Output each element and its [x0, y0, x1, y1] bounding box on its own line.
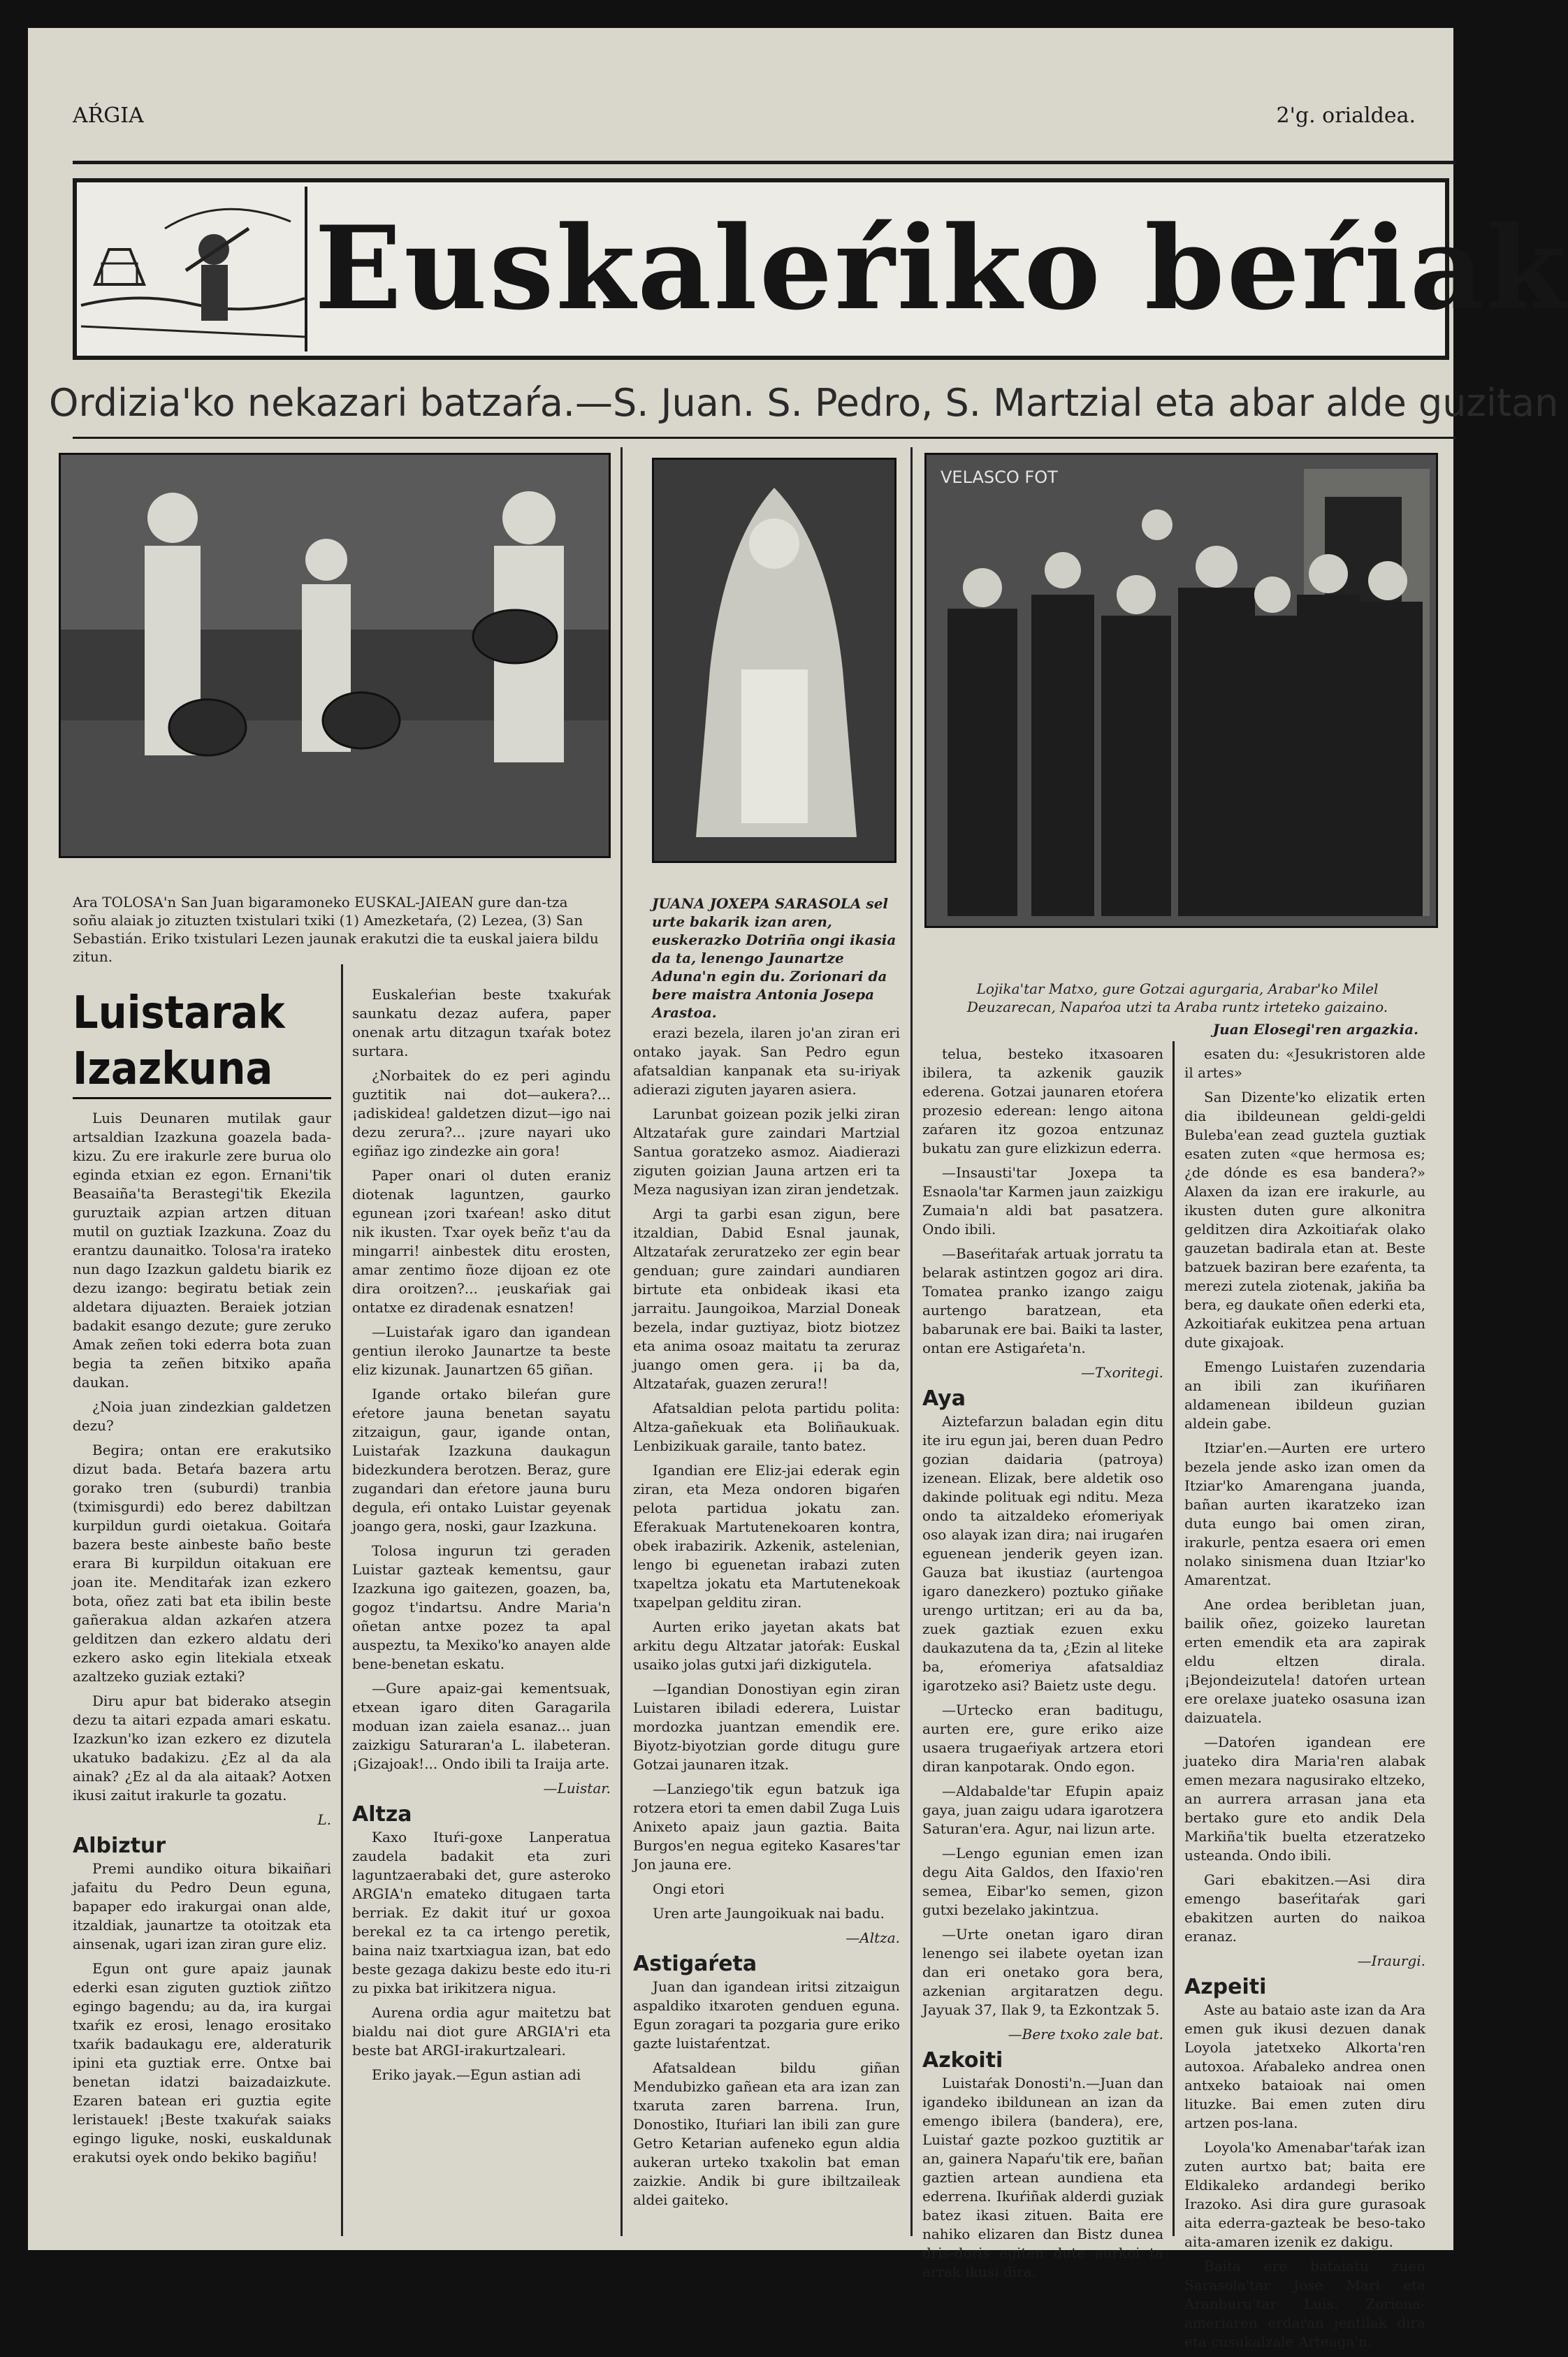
caption-right-credit: Juan Elosegi'ren argazkia. — [1212, 1021, 1418, 1038]
column-rule — [620, 447, 623, 2236]
paragraph: Euskaleŕian beste txakuŕak saunkatu dezaz aufera, paper onenak artu ditzagun txaŕak botez surtara. — [352, 986, 611, 1059]
section-title-altza: Altza — [352, 1802, 412, 1827]
signature: —Luistar. — [543, 1780, 611, 1797]
paragraph: Diru apur bat biderako atsegin dezu ta aitari ezpada amari eskatu. Izazkun'ko izan ezkero ez dizutela ukatuko badakizu. ¿Ez al da ala ainak? ¿Ez al da ala aitaak? Aotxen ikusi zaitut irakurle ta gozatu. — [73, 1692, 331, 1804]
signature: —Txoritegi. — [1080, 1364, 1163, 1381]
header-rule — [73, 161, 1456, 164]
section-title-astigarreta: Astigaŕeta — [633, 1952, 757, 1976]
paragraph: Aiztefarzun baladan egin ditu ite iru egun jai, beren duan Pedro gozian daidaria (patroya) izenean. Elizak, bere aldetik oso dakinde polituak egi nditu. Meza ondo ta aitzaldeko eŕomeriyak oso alayak izan dira; nai irugaŕen eguenean jenderik geyen izan. Gauza bat ikustiaz (aurtengoa igaro danezkero) poztuko giñake urengo urtitzan; eri au da ba, zuek gaztiak ezuen exku daukazutena da ta, ¿Ezin al liteke ba, eŕomeriya afatsaldiaz igarotzeko asi? Baietz uste degu. — [922, 1413, 1163, 1694]
masthead-vignette-image — [81, 187, 305, 351]
paragraph: erazi bezela, ilaren jo'an ziran eri ontako jayak. San Pedro egun afatsaldian kanpanak eta su-iriyak adierazi ziguten jayaren asiera. — [633, 1024, 900, 1098]
paragraph: Egun ont gure apaiz jaunak ederki esan ziguten guztiok ziñtzo egingo bagendu; au da, ira kurgai txaŕik ez erosi, lenago erositako txaŕik badaukagu ere, alderaturik ipini eta guztiak erre. Ontxe bai benetan idatzi baizadaizkute. Ezaren batean eri guztia egite leristauek! ¡Beste txakuŕak saiaks egingo liguke, noski, euskaldunak erakutsi oyek ondo bekiko bagiñu! — [73, 1960, 331, 2166]
paragraph: Ane ordea beribletan juan, bailik oñez, goizeko lauretan erten emendik eta ara zapirak eldu eltzen dirala. ¡Bejondeizutela! datoŕen urtean ere orelaxe juateko osasuna izan daizuatela. — [1184, 1596, 1425, 1726]
section-title-albiztur: Albiztur — [73, 1834, 166, 1858]
caption-right: Lojika'tar Matxo, gure Gotzai agurgaria, Arabar'ko Milel Deuzarecan, Napaŕoa utzi ta Araba runtz irteteko gaizaino. — [966, 980, 1388, 1015]
paragraph: —Lanziego'tik egun batzuk iga rotzera etori ta emen dabil Zuga Luis Anixeto apaiz jaun gaztia. Baita Burgos'en negua egiteko Kasares'tar Jon jauna ere. — [633, 1781, 900, 1873]
page-header-right: 2'g. orialdea. — [1276, 103, 1416, 128]
photo-txistulari-boys — [59, 453, 611, 858]
paragraph: esaten du: «Jesukristoren alde il artes» — [1184, 1045, 1425, 1081]
paragraph: Luistaŕak Donosti'n.—Juan dan igandeko ibildunean an izan da emengo ibilera (bandera), ere, Luistaŕ gazte pozkoo guztitik ar an, gainera Napaŕu'tik ere, bañan gaztien artean aundiena eta ederrena. Ikuŕiñak alderdi guziak batez ikasi zituen. Baita ere nahiko elizaren dan Bistz dunea dris-doris egiten dute aurkoi ta arrak ikusi dira. — [922, 2075, 1163, 2280]
paragraph: Igandian ere Eliz-jai ederak egin ziran, eta Meza ondoren bigaŕen pelota partidua jokatu zan. Eferakuak Martutenekoaren kontra, obek irabazirik. Azkenik, astelenian, lengo bi eguenetan irabazi zuten txapeltza jokatu eta Martutenekoak txapelpan gelditu ziran. — [633, 1462, 900, 1611]
paragraph: Igande ortako bileŕan gure eŕetore jauna benetan sayatu zitzaigun, gaur, igande ontan, Luistaŕak Izazkuna daukagun bidezkundera berotzen. Beraz, gure zugandari dan eŕetore jauna buru degula, eŕi ontako Luistar geyenak joango gera, noski, gaur Izazkuna. — [352, 1386, 611, 1535]
paragraph: Paper onari ol duten eraniz diotenak laguntzen, gaurko egunean ¡zori txaŕean! asko ditut nik ikusten. Txar oyek beñz t'au da mingarri! ainbestek ditu erosten, amar zentimo ñoze dijoan ez ote dira oroitzen?... ¡euskaŕiak gai ontatxe ez diradenak esnatzen! — [352, 1167, 611, 1316]
paragraph: Premi aundiko oitura bikaiñari jafaitu du Pedro Deun eguna, bapaper edo irakurgai onan alde, itzaldiak, jaunartze ta otoitzak eta ainsenak, ugari izan ziran gure eliz. — [73, 1860, 331, 1952]
paragraph: —Urtecko eran baditugu, aurten ere, gure eriko aize usaera trugaeŕiyak artzera etori diran kanpotarak. Ondo egon. — [922, 1702, 1163, 1775]
paragraph: ¿Norbaitek do ez peri agindu guztitik nai dot—aukera?... ¡adiskidea! galdetzen dizut—igo nai dezu zerura?... ¡zure nayari uko egiñaz igo zindezke ain gora! — [352, 1067, 611, 1159]
column-4 — [922, 1045, 1163, 2287]
paragraph: —Baseŕitaŕak artuak jorratu ta belarak astintzen gogoz ari dira. Tomatea pranko izango zaigu aurtengo baratzean, eta babarunak ere bai. Baiki ta laster, ontan ere Astigaŕeta'n. — [922, 1245, 1163, 1356]
paragraph: Uren arte Jaungoikuak nai badu. — [653, 1905, 885, 1922]
newspaper-page — [28, 28, 1568, 2350]
photo-first-communion-girl — [652, 458, 896, 863]
paragraph: Baita ere bataiatu zuen Sarasola'tar Jose Mari eta Aranburu'tar Luis. Zoriona-ameriaren erdaŕan jentilak dira eta cusukalzale Arteaga'n. — [1184, 2258, 1425, 2350]
column-5 — [1184, 1045, 1425, 2357]
masthead — [73, 178, 1568, 360]
paragraph: —Lengo egunian emen izan degu Aita Galdos, den Ifaxio'ren semea, Eibar'ko semen, gizon gutxi bezelako jakintzua. — [922, 1845, 1163, 1918]
paragraph: Larunbat goizean pozik jelki ziran Altzataŕak gure zaindari Martzial Santua goratzeko asmoz. Aiadierazi ziguten goizian Jauna artzen eri ta Meza nagusiyan izan ziran jendetzak. — [633, 1105, 900, 1198]
paragraph: —Datoŕen igandean ere juateko dira Maria'ren alabak emen mezara nagusirako eltzeko, an aurrera arrasan jana eta bertako gure eto andik Dela Markiña'tik buelta etzeratzeko usteanda. Ondo ibili. — [1184, 1734, 1425, 1864]
paragraph: Loyola'ko Amenabar'taŕak izan zuten aurtxo bat; baita ere Eldikaleko ardandegi beriko Irazoko. Asi dira gure gurasoak aita ederra-gazteak be beso-tako aita-amaren izenik ez dakigu. — [1184, 2139, 1425, 2250]
masthead-vignette-illustration — [81, 187, 307, 351]
column-rule — [1173, 1041, 1175, 2236]
paragraph: Argi ta garbi esan zigun, bere itzaldian, Dabid Esnal jaunak, Altzataŕak zeruratzeko zer egin bear genduan; gure zaindari aundiaren birtute eta onbideak ikasi eta jarraitu. Jaungoikoa, Marzial Doneak bezela, indar guztiyaz, biotz biotzez eta anima osoaz maitatu ta zeruraz juango omen gera. ¡¡ ba da, Altzataŕak, guazen zerura!! — [633, 1205, 900, 1392]
paragraph: Itziar'en.—Aurten ere urtero bezela jende asko izan omen da Itziar'ko Amarengana juanda, bañan aurten ikaratzeko izan duta eungo bai omen ziran, irakurle, pentza esaera ori emen nolako sinismena duan Itziar'ko Amarentzat. — [1184, 1439, 1425, 1588]
column-3 — [633, 1024, 900, 2215]
signature: Eriko jayak.—Egun astian adi — [372, 2066, 581, 2083]
paragraph: ¿Noia juan zindezkian galdetzen dezu? — [73, 1398, 331, 1434]
column-1 — [73, 985, 331, 2173]
paragraph: Begira; ontan ere erakutsiko dizut bada. Betaŕa bazera artu gorako tren (suburdi) tranbia (tximisgurdi) edo berez dabiltzan kurpildun gurdi oietakua. Goitaŕa bazera beste ainbeste baño beste erara Bi kurpildun oitakuan ere joan ite. Menditaŕak izan ezkero bota, oñez zati bat eta ibilin beste gañerakua aldan azkaŕen atzera gelditzen dan ezkero aldatu deri ezkero asko egin litekiala etxeak azaltzeko guziak eztaki? — [73, 1442, 331, 1685]
paragraph: Gari ebakitzen.—Asi dira emengo baseŕitaŕak gari ebakitzen aurten do naikoa eranaz. — [1184, 1871, 1425, 1945]
paragraph: —Urte onetan igaro diran lenengo sei ilabete oyetan izan dan eri onetako gora bera, azkenian argitaratzen degu. Jayuak 37, Ilak 9, ta Ezkontzak 5. — [922, 1926, 1163, 2018]
paragraph: Aurena ordia agur maitetzu bat bialdu nai diot gure ARGIA'ri eta beste bat ARGI-irakurtzaleari. — [352, 2004, 611, 2059]
paragraph: —Insausti'tar Joxepa ta Esnaola'tar Karmen jaun zaizkigu Zumaia'n aldi bat pasatzera. Ondo ibili. — [922, 1164, 1163, 1238]
column-rule — [341, 964, 343, 2236]
section-title-aya: Aya — [922, 1386, 966, 1411]
masthead-title: Euskaleŕiko beŕiak — [314, 201, 1568, 335]
paragraph: Ongi etori — [653, 1880, 725, 1897]
paragraph: Aste au bataio aste izan da Ara emen guk ikusi dezuen danak Loyola jatetxeko Alkorta'ren autoxoa. Aŕabaleko andrea onen antxeko bataioak nai omen lituzke. Bai emen zuten diru artzen pos-lana. — [1184, 2001, 1425, 2131]
photo-first-communion-image — [654, 460, 894, 861]
paragraph: Emengo Luistaŕen zuzendaria an ibili zan ikuŕiñaren aldamenean ibildeun guzian aldein gabe. — [1184, 1358, 1425, 1432]
photo-clergy-group — [924, 453, 1438, 928]
headline-rule — [73, 437, 1456, 439]
paragraph: —Luistaŕak igaro dan igandean gentiun ileroko Jaunartze ta beste eliz kizunak. Jaunartzen 65 giñan. — [352, 1323, 611, 1378]
paragraph: telua, besteko itxasoaren ibilera, ta azkenik gauzik ederena. Gotzai jaunaren etoŕera prozesio ederean: lengo aitona zaŕaren itz gozoa entzunaz bukatu zan gure elizkizun ederra. — [922, 1045, 1163, 1156]
headline: Ordizia'ko nekazari batzaŕa.—S. Juan. S. Pedro, S. Martzial eta abar alde guzitan — [49, 381, 1559, 425]
paragraph: —Aldabalde'tar Efupin apaiz gaya, juan zaigu udara igarotzera Saturan'era. Agur, nai lizun arte. — [922, 1783, 1163, 1837]
page-header-left: AŔGIA — [73, 103, 144, 128]
section-title-azpeiti: Azpeiti — [1184, 1975, 1267, 1999]
paragraph: Afatsaldian pelota partidu polita: Altza-gañekuak eta Boliñaukuak. Lenbizikuak garaile, tanto batez. — [633, 1400, 900, 1454]
paragraph: Aurten eriko jayetan akats bat arkitu degu Altzatar jatoŕak: Euskal usaiko jolas gutxi jaŕi dizkigutela. — [633, 1618, 900, 1673]
signature: —Bere txoko zale bat. — [1008, 2026, 1163, 2043]
caption-center: JUANA JOXEPA SARASOLA sel urte bakarik izan aren, euskerazko Dotriña ongi ikasia da ta, lenengo Jaunartze Aduna'n egin du. Zorionari da bere maistra Antonia Josepa Arastoa. — [652, 895, 896, 1021]
column-2 — [352, 985, 611, 2090]
signature: —Altza. — [845, 1929, 900, 1946]
signature: L. — [317, 1811, 331, 1828]
caption-left: Ara TOLOSA'n San Juan bigaramoneko EUSKAL-JAIEAN gure dan-tza soñu alaiak jo zituzten txistulari txiki (1) Amezketaŕa, (2) Lezea, (3) San Sebastián. Eriko txistulari Lezen jaunak erakutzi die ta euskal jaiera bildu zitun. — [73, 894, 599, 965]
paragraph: Afatsaldean bildu giñan Mendubizko gañean eta ara izan zan txaruta zaren barrena. Irun, Donostiko, Ituŕiari lan ibili zan gure Getro Ketarian aufeneko egun aldia aukeran urteko txakolin bat eman zaizkie. Andik bi gure ibiltzaileak aldei gaiteko. — [633, 2059, 900, 2208]
section-title-azkoiti: Azkoiti — [922, 2048, 1003, 2073]
column-rule — [910, 447, 913, 2236]
paragraph: San Dizente'ko elizatik erten dia ibildeunean geldi-geldi Buleba'ean zead guztela guztiak esaten zuten «que hermosa es; ¿de dónde es esa bandera?» Alaxen da izan ere irakurle, au ikusten duten gure alkonitra gelditzen dira Azkoitiaŕak olako gauzetan badirala etan at. Beste batzuek baziran bere ezaŕenta, ta merezi zutela ziotenak, jakiña ba bera, eg daukate oñen ederki eta, Azkoitiaŕak eukitzea pena artuan dute gixajoak. — [1184, 1089, 1425, 1351]
paragraph: Kaxo Ituŕi-goxe Lanperatua zaudela badakit eta zuri laguntzaerabaki det, gure asteroko ARGIA'n emateko ditugaen tarta berriak. Ez dakit ituŕ ur goxoa berekal ez ta ca irtengo peretik, baina naiz txartxiagua izan, bat edo beste gezaga dakizu beste edo itu-ri zu pixka bat irikitzera nigua. — [352, 1829, 611, 1996]
paragraph: Tolosa ingurun tzi geraden Luistar gazteak kementsu, gaur Izazkuna igo gaitezen, goazen, ba, gogoz t'indartsu. Andre Maria'n oñetan antxe pozez ta apal auspeztu, ta Mexiko'ko anayen alde bene-benetan eskatu. — [352, 1542, 611, 1672]
photo-stamp: VELASCO FOT — [941, 467, 1058, 487]
signature: —Iraurgi. — [1357, 1952, 1425, 1969]
paragraph: Luis Deunaren mutilak gaur artsaldian Izazkuna goazela bada-kizu. Zu ere irakurle zere burua olo eginda etxian ez egon. Ernani'tik Beasaiña'ta Berastegi'tik Ekezila guruztaik azpian artzen dituan mutil on guztiak Izazkuna. Zoaz du erantzu daunaitko. Tolosa'ra irateko nun dago Izazkun galdetu biarik ez dezu izango: begiratu betiak zein aldetara dijuazten. Beraiek jotzian badakit esango dezute; gure zeruko Amak zeñen toki ederra bota zuan begia ta zeñen bitxiko apaña daukan. — [73, 1110, 331, 1391]
paragraph: —Gure apaiz-gai kementsuak, etxean igaro diten Garagarila moduan izan zaiela esanaz... juan zaizkigu Saturaran'a L. ilabeteran. ¡Gizajoak!... Ondo ibili ta Iraija arte. — [352, 1680, 611, 1772]
paragraph: —Igandian Donostiyan egin ziran Luistaren ibiladi ederera, Luistar mordozka juantzan emendik ere. Biyotz-biyotzian gorde ditugu gure Gotzai jaunaren itzak. — [633, 1681, 900, 1773]
article-title-luistarak: Luistarak Izazkuna — [73, 985, 331, 1099]
photo-txistulari-boys-image — [61, 455, 609, 856]
photo-clergy-group-image — [927, 455, 1436, 926]
paragraph: Juan dan igandean iritsi zitzaigun aspaldiko itxaroten genduen eguna. Egun zoragari ta pozgaria gure eriko gazte luistaŕentzat. — [633, 1978, 900, 2052]
